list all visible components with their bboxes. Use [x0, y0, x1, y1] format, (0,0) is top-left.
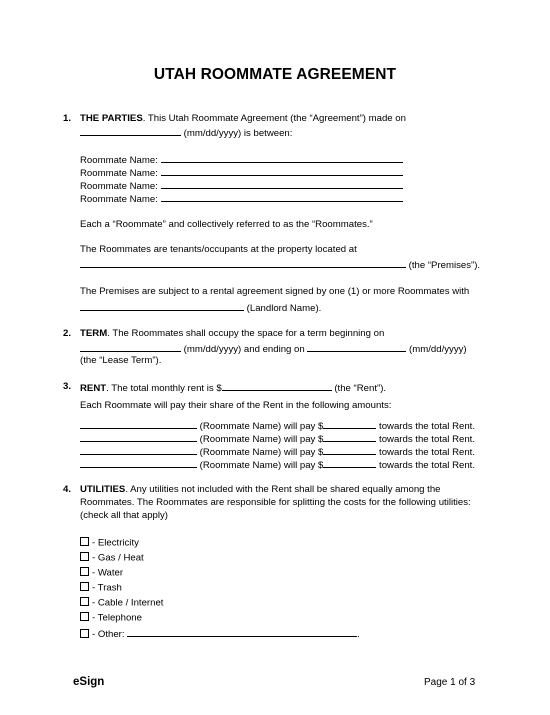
rent-line-1: [80, 381, 386, 395]
term-end-text: (mm/dd/yyyy): [406, 344, 467, 355]
utility-option-label: - Cable / Internet: [92, 597, 164, 609]
rent-row-mid: (Roommate Name) will pay $: [197, 421, 324, 432]
utility-option-label: - Electricity: [92, 537, 139, 549]
utility-option-water[interactable]: [80, 567, 123, 580]
rent-roommate-name-blank-3[interactable]: [80, 445, 197, 455]
term-line-3: (the “Lease Term”).: [80, 355, 162, 366]
landlord-suffix: (Landlord Name).: [244, 303, 322, 314]
rent-line-1-end: (the “Rent”).: [331, 383, 387, 394]
rent-heading: RENT: [80, 383, 107, 394]
checkbox-other[interactable]: [80, 629, 89, 638]
roommate-name-row-4: [80, 192, 403, 206]
premises-address-blank[interactable]: [80, 258, 406, 268]
rent-amount-blank-4[interactable]: [323, 458, 376, 468]
section-number-term: 2.: [63, 328, 72, 339]
roommate-name-blank-2[interactable]: [161, 166, 403, 176]
term-heading: TERM: [80, 328, 108, 339]
utility-option-other[interactable]: [80, 627, 360, 641]
rent-roommate-name-blank-2[interactable]: [80, 432, 197, 442]
total-rent-blank[interactable]: [222, 381, 332, 391]
utility-option-cable-internet[interactable]: [80, 597, 163, 610]
agreement-date-blank[interactable]: [80, 126, 181, 136]
premises-suffix: (the “Premises”).: [406, 260, 481, 271]
rent-row-end: towards the total Rent.: [376, 421, 476, 432]
roommate-name-label: Roommate Name:: [80, 155, 158, 166]
checkbox-electricity[interactable]: [80, 537, 89, 546]
parties-date-suffix: (mm/dd/yyyy) is between:: [181, 128, 293, 139]
esign-logo: eSign: [73, 676, 105, 688]
roommate-name-label: Roommate Name:: [80, 181, 158, 192]
section-number-parties: 1.: [63, 113, 72, 124]
landlord-line: [80, 301, 321, 315]
section-number-utilities: 4.: [63, 484, 72, 495]
roommate-name-label: Roommate Name:: [80, 168, 158, 179]
rent-row-end: towards the total Rent.: [376, 434, 476, 445]
utilities-line-1: [80, 484, 441, 496]
parties-line-1: [80, 113, 406, 125]
rent-share-row-3: [80, 445, 475, 459]
utility-option-label: - Trash: [92, 582, 122, 594]
rent-share-row-4: [80, 458, 475, 472]
utility-option-label: - Telephone: [92, 612, 142, 624]
premises-subject-line: The Premises are subject to a rental agreement signed by one (1) or more Roommates with: [80, 286, 470, 297]
rent-row-end: towards the total Rent.: [376, 447, 476, 458]
utility-option-label: - Water: [92, 567, 124, 579]
roommate-name-blank-3[interactable]: [161, 179, 403, 189]
checkbox-telephone[interactable]: [80, 612, 89, 621]
checkbox-water[interactable]: [80, 567, 89, 576]
roommate-name-label: Roommate Name:: [80, 194, 158, 205]
parties-heading: THE PARTIES: [80, 113, 143, 124]
rent-row-end: towards the total Rent.: [376, 460, 476, 471]
rent-roommate-name-blank-4[interactable]: [80, 458, 197, 468]
parties-each-roommate: Each a “Roommate” and collectively referred to as the “Roommates.”: [80, 219, 373, 230]
checkbox-gas-heat[interactable]: [80, 552, 89, 561]
rent-roommate-name-blank-1[interactable]: [80, 419, 197, 429]
rent-row-mid: (Roommate Name) will pay $: [197, 434, 324, 445]
document-title: UTAH ROOMMATE AGREEMENT: [153, 66, 397, 83]
term-end-date-blank[interactable]: [307, 342, 406, 352]
rent-row-mid: (Roommate Name) will pay $: [197, 460, 324, 471]
landlord-name-blank[interactable]: [80, 301, 244, 311]
parties-line-2: [80, 126, 292, 140]
utility-option-telephone[interactable]: [80, 612, 142, 625]
rent-line-1-text: . The total monthly rent is $: [106, 383, 222, 394]
rent-amount-blank-1[interactable]: [323, 419, 376, 429]
other-utility-blank[interactable]: [127, 627, 357, 637]
utility-option-trash[interactable]: [80, 582, 122, 595]
rent-amount-blank-3[interactable]: [323, 445, 376, 455]
utilities-heading: UTILITIES: [80, 484, 126, 495]
checkbox-trash[interactable]: [80, 582, 89, 591]
roommate-name-blank-4[interactable]: [161, 192, 403, 202]
utility-option-electricity[interactable]: [80, 537, 139, 550]
utilities-line-3: (check all that apply): [80, 510, 168, 521]
roommate-name-row-1: [80, 153, 403, 167]
rent-share-row-2: [80, 432, 475, 446]
utility-option-label: - Gas / Heat: [92, 552, 144, 564]
utilities-line-1-text: . Any utilities not included with the Rent shall be shared equally among the: [125, 484, 441, 495]
section-number-rent: 3.: [63, 381, 72, 392]
utilities-line-2: Roommates. The Roommates are responsible for splitting the costs for the following utilities:: [80, 497, 471, 508]
term-line-2: [80, 342, 467, 356]
utility-option-gas-heat[interactable]: [80, 552, 144, 565]
roommate-name-row-3: [80, 179, 403, 193]
page-number: Page 1 of 3: [424, 677, 476, 688]
other-utility-end: .: [357, 629, 360, 640]
premises-line: [80, 258, 480, 272]
roommate-name-blank-1[interactable]: [161, 153, 403, 163]
term-start-date-blank[interactable]: [80, 342, 181, 352]
utility-option-label: - Other:: [92, 629, 128, 640]
checkbox-cable-internet[interactable]: [80, 597, 89, 606]
parties-line-1-text: . This Utah Roommate Agreement (the “Agreement”) made on: [142, 113, 406, 124]
rent-amount-blank-2[interactable]: [323, 432, 376, 442]
term-line-1-text: . The Roommates shall occupy the space for a term beginning on: [107, 328, 385, 339]
term-mid-text: (mm/dd/yyyy) and ending on: [181, 344, 308, 355]
term-line-1: [80, 328, 384, 340]
rent-share-intro: Each Roommate will pay their share of the Rent in the following amounts:: [80, 400, 392, 411]
rent-share-row-1: [80, 419, 475, 433]
roommate-name-row-2: [80, 166, 403, 180]
premises-intro: The Roommates are tenants/occupants at the property located at: [80, 244, 357, 255]
rent-row-mid: (Roommate Name) will pay $: [197, 447, 324, 458]
